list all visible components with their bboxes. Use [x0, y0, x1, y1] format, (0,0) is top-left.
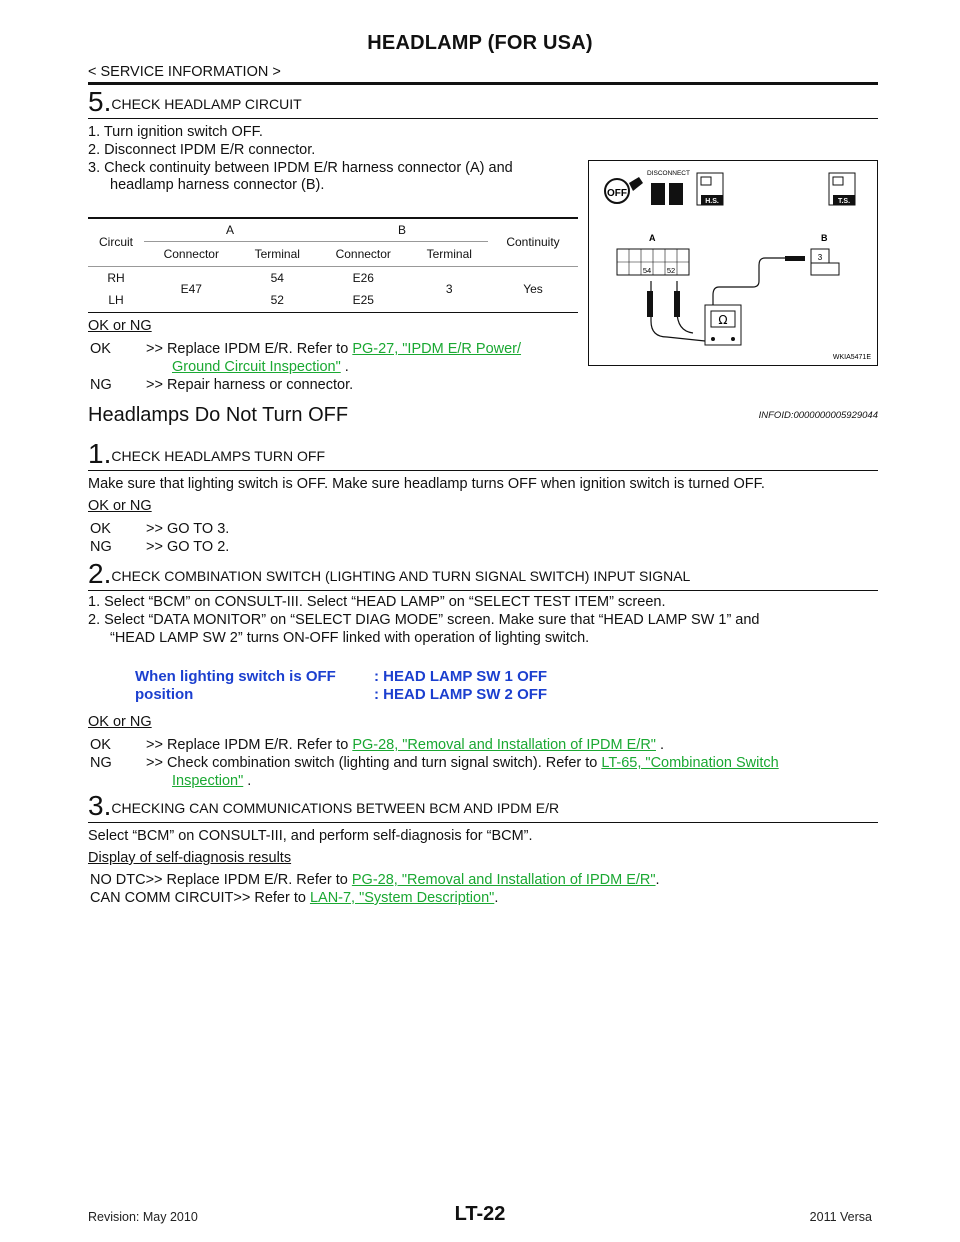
step-number: 2. — [88, 558, 112, 589]
result-key: NG — [90, 755, 112, 771]
disconnect-icon — [647, 170, 690, 205]
result-text: . — [655, 737, 665, 753]
table-header: Terminal — [426, 247, 472, 262]
disconnect-label: DISCONNECT — [647, 170, 690, 177]
step2-heading — [88, 558, 690, 590]
table-cell: E47 — [180, 282, 202, 296]
spec-value: : HEAD LAMP SW 1 OFF — [374, 668, 548, 685]
step-number: 3. — [88, 790, 112, 821]
result-text: >> GO TO 2. — [146, 539, 230, 555]
table-header: Circuit — [98, 235, 133, 249]
table-cell: E25 — [352, 293, 374, 307]
spec-condition: position — [135, 686, 194, 703]
step-title: CHECK HEADLAMPS TURN OFF — [111, 448, 326, 464]
ok-result-cont — [172, 359, 349, 375]
instruction: Make sure that lighting switch is OFF. Make sure headlamp turns OFF when ignition switch is turned OFF. — [88, 476, 765, 492]
connector-a — [617, 249, 689, 275]
ok-ng-label: OK or NG — [88, 318, 152, 334]
tester-icon — [829, 173, 855, 205]
section-tag: < SERVICE INFORMATION > — [88, 64, 281, 80]
ignition-off-icon — [605, 177, 643, 203]
table-cell: 3 — [445, 282, 453, 296]
table-cell: RH — [107, 271, 125, 285]
step-rule — [88, 822, 878, 823]
section-heading: Headlamps Do Not Turn OFF — [88, 404, 349, 426]
step-rule — [88, 470, 878, 471]
step-title: CHECK HEADLAMP CIRCUIT — [111, 96, 302, 112]
ok-result — [90, 521, 229, 537]
result-no-dtc — [90, 872, 660, 888]
table-header: Connector — [335, 247, 391, 262]
step-title: CHECK COMBINATION SWITCH (LIGHTING AND TURN SIGNAL SWITCH) INPUT SIGNAL — [111, 568, 691, 584]
table-row — [88, 267, 578, 290]
table-header: A — [144, 218, 316, 242]
ok-ng-label: OK or NG — [88, 714, 152, 730]
subheading: Display of self-diagnosis results — [88, 850, 292, 866]
step-rule — [88, 118, 878, 119]
instruction: 1. Turn ignition switch OFF. — [88, 124, 263, 140]
table-cell: Yes — [523, 282, 543, 296]
table-header: B — [316, 218, 488, 242]
ng-result-cont — [172, 773, 251, 789]
step-number: 5. — [88, 86, 112, 117]
instruction: 2. Disconnect IPDM E/R connector. — [88, 142, 316, 158]
result-text: CAN COMM CIRCUIT>> Refer to — [90, 890, 310, 906]
table-bottom-rule — [88, 312, 578, 313]
page-number: LT-22 — [454, 1203, 506, 1225]
result-text: >> Check combination switch (lighting and turn signal switch). Refer to — [146, 755, 602, 771]
ref-link-lt65-cont[interactable]: Inspection" — [172, 773, 244, 789]
ok-result — [90, 341, 521, 357]
harness-icon — [697, 173, 723, 205]
step-title: CHECKING CAN COMMUNICATIONS BETWEEN BCM AND IPDM E/R — [111, 800, 560, 816]
instruction: 1. Select “BCM” on CONSULT-III. Select “HEAD LAMP” on “SELECT TEST ITEM” screen. — [88, 594, 666, 610]
result-can-comm — [90, 890, 498, 906]
result-key: OK — [90, 341, 111, 357]
table-header: Continuity — [506, 235, 560, 249]
result-key: OK — [90, 521, 111, 537]
instruction: 2. Select “DATA MONITOR” on “SELECT DIAG MODE” screen. Make sure that “HEAD LAMP SW 1” and — [88, 612, 760, 628]
table-cell: E26 — [352, 271, 374, 285]
wiring-diagram-svg — [589, 161, 879, 367]
ref-link-pg28-b[interactable]: PG-28, "Removal and Installation of IPDM E/R" — [351, 872, 656, 888]
ref-link-pg27-cont[interactable]: Ground Circuit Inspection" — [172, 359, 341, 375]
model-year: 2011 Versa — [809, 1210, 872, 1224]
connector-b-label: B — [821, 233, 828, 243]
ohm-symbol: Ω — [718, 313, 728, 327]
ref-link-pg27[interactable]: PG-27, "IPDM E/R Power/ — [352, 341, 522, 357]
wiring-diagram — [588, 160, 878, 366]
step3-heading — [88, 790, 559, 822]
probe-right — [674, 291, 680, 317]
table-cell: 54 — [270, 271, 284, 285]
revision-date: Revision: May 2010 — [88, 1210, 198, 1224]
ok-result — [90, 737, 664, 753]
result-text: NO DTC>> Replace IPDM E/R. Refer to — [90, 872, 352, 888]
table-cell: 52 — [270, 293, 284, 307]
step-rule — [88, 590, 878, 591]
step5-heading — [88, 86, 302, 118]
pin-3: 3 — [817, 253, 823, 262]
instruction: “HEAD LAMP SW 2” turns ON-OFF linked with operation of lighting switch. — [110, 630, 590, 646]
figure-code: WKIA5471E — [832, 354, 871, 361]
pin-52: 52 — [666, 266, 676, 275]
result-text: . — [494, 890, 499, 906]
ref-link-lan7[interactable]: LAN-7, "System Description" — [309, 890, 495, 906]
pin-54: 54 — [642, 266, 652, 275]
step1-heading — [88, 438, 325, 470]
instruction: 3. Check continuity between IPDM E/R harness connector (A) and — [88, 160, 513, 176]
ng-result — [90, 755, 779, 771]
step-number: 1. — [88, 438, 112, 469]
table-header: Connector — [163, 247, 219, 262]
table-header: Terminal — [254, 247, 300, 262]
ng-result — [90, 539, 229, 555]
ok-ng-label: OK or NG — [88, 498, 152, 514]
info-id: INFOID:0000000005929044 — [758, 410, 878, 421]
result-text: >> Replace IPDM E/R. Refer to — [146, 737, 353, 753]
connector-b — [785, 249, 839, 275]
result-text: . — [243, 773, 252, 789]
instruction: headlamp harness connector (B). — [110, 177, 325, 193]
result-text: . — [340, 359, 349, 375]
ref-link-lt65[interactable]: LT-65, "Combination Switch — [601, 755, 779, 771]
hs-label: H.S. — [705, 198, 719, 205]
ts-label: T.S. — [837, 198, 851, 205]
instruction: Select “BCM” on CONSULT-III, and perform self-diagnosis for “BCM”. — [88, 828, 533, 844]
page-title: HEADLAMP (FOR USA) — [367, 32, 593, 54]
ng-result — [90, 377, 353, 393]
ohmmeter-icon — [705, 305, 741, 345]
result-key: NG — [90, 539, 112, 555]
table-cell: LH — [108, 293, 124, 307]
connector-a-label: A — [649, 233, 656, 243]
probe-left — [647, 291, 653, 317]
continuity-table — [88, 218, 578, 311]
result-text: >> Replace IPDM E/R. Refer to — [146, 341, 353, 357]
result-text: >> GO TO 3. — [146, 521, 230, 537]
result-key: NG — [90, 377, 112, 393]
header-rule — [88, 82, 878, 85]
result-text: . — [655, 872, 660, 888]
off-label: OFF — [607, 188, 627, 199]
result-key: OK — [90, 737, 111, 753]
result-text: >> Repair harness or connector. — [146, 377, 354, 393]
spec-condition: When lighting switch is OFF — [135, 668, 336, 685]
ref-link-pg28[interactable]: PG-28, "Removal and Installation of IPDM E/R" — [352, 737, 656, 753]
spec-value: : HEAD LAMP SW 2 OFF — [374, 686, 548, 703]
